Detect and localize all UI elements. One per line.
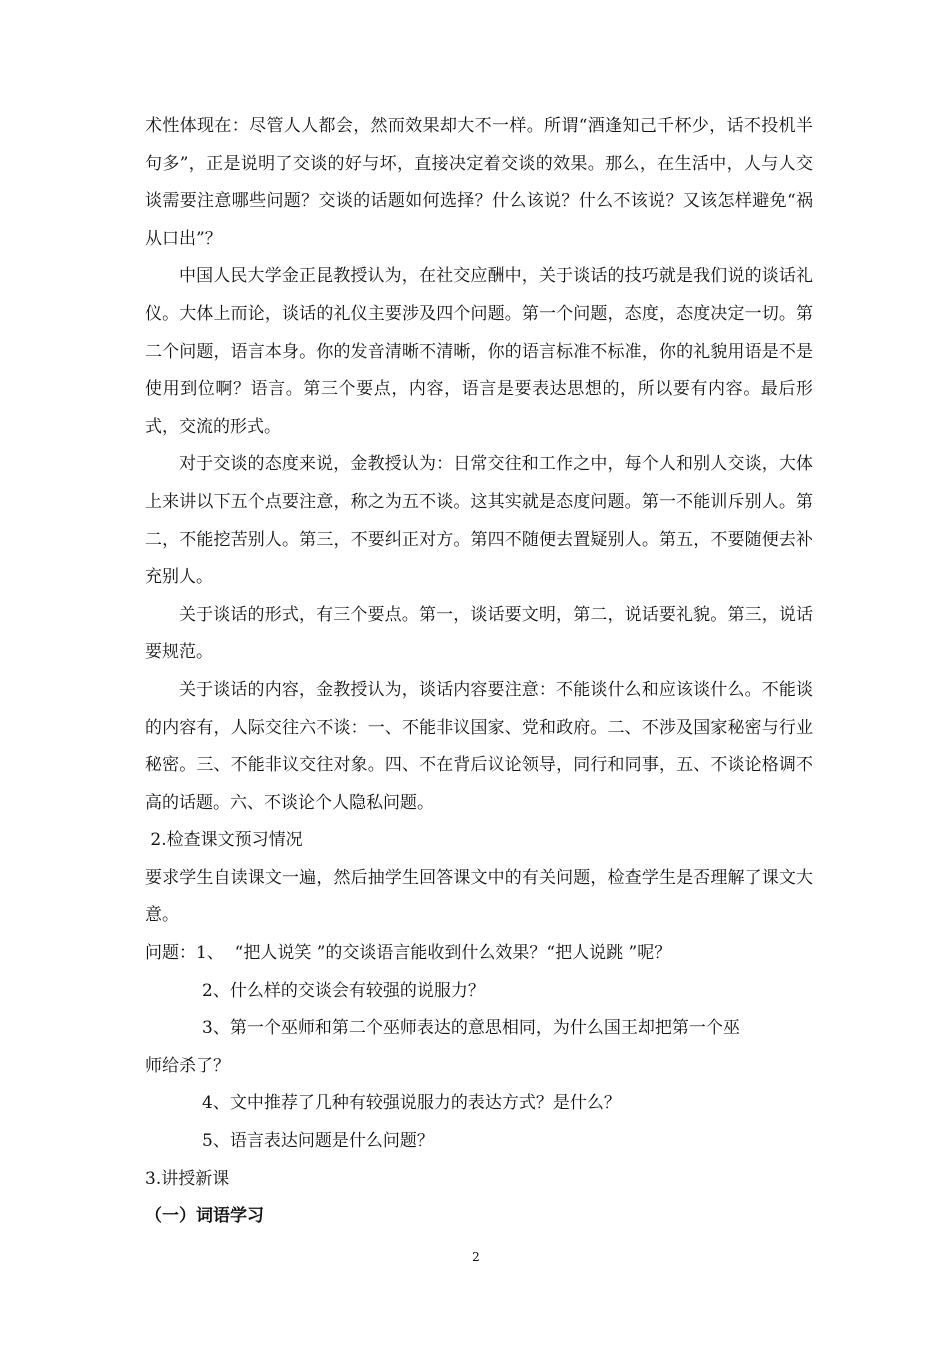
question-4: 4、文中推荐了几种有较强说服力的表达方式？是什么？ — [202, 1093, 621, 1114]
question-3-line-1: 3、第一个巫师和第二个巫师表达的意思相同，为什么国王却把第一个巫 — [202, 1018, 740, 1039]
page-number: 2 — [472, 1250, 480, 1264]
paragraph-intro-continuation: 术性体现在：尽管人人都会，然而效果却大不一样。所谓“酒逢知己千杯少，话不投机半句多”，正是说明了交谈的好与坏，直接决定着交谈的效果。那么，在生活中，人与人交谈需要注意哪些问题？交谈的话题如何选择？什么该说？什么不该说？又该怎样避免“祸从口出”？ — [145, 116, 813, 249]
question-2: 2、什么样的交谈会有较强的说服力？ — [202, 980, 485, 1001]
paragraph-preview-check: 要求学生自读课文一遍，然后抽学生回答课文中的有关问题，检查学生是否理解了课文大意。 — [145, 867, 813, 926]
subsection-heading-vocabulary: （一）词语学习 — [145, 1206, 264, 1227]
section-heading-new-lesson: 3.讲授新课 — [145, 1168, 230, 1189]
paragraph-content: 关于谈话的内容，金教授认为，谈话内容要注意：不能谈什么和应该谈什么。不能谈的内容有，人际交往六不谈：一、不能非议国家、党和政府。二、不涉及国家秘密与行业秘密。三、不能非议交往对象。四、不在背后议论领导，同行和同事，五、不谈论格调不高的话题。六、不谈论个人隐私问题。 — [145, 679, 813, 813]
paragraph-etiquette-overview: 中国人民大学金正昆教授认为，在社交应酬中，关于谈话的技巧就是我们说的谈话礼仪。大体上而论，谈话的礼仪主要涉及四个问题。第一个问题，态度，态度决定一切。第二个问题，语言本身。你的发音清晰不清晰，你的语言标准不标准，你的礼貌用语是不是使用到位啊？语言。第三个要点，内容，语言是要表达思想的，所以要有内容。最后形式，交流的形式。 — [145, 266, 813, 437]
question-3-line-2: 师给杀了？ — [145, 1055, 230, 1076]
question-1: 问题：1、 “把人说笑 ”的交谈语言能收到什么效果？“把人说跳 ”呢？ — [145, 943, 672, 964]
section-heading-preview-check: 2.检查课文预习情况 — [145, 830, 303, 851]
paragraph-attitude: 对于交谈的态度来说，金教授认为：日常交往和工作之中，每个人和别人交谈，大体上来讲以下五个点要注意，称之为五不谈。这其实就是态度问题。第一不能训斥别人。第二，不能挖苦别人。第三，不要纠正对方。第四不随便去置疑别人。第五，不要随便去补充别人。 — [145, 454, 813, 588]
paragraph-form: 关于谈话的形式，有三个要点。第一，谈话要文明，第二，说话要礼貌。第三，说话要规范。 — [145, 604, 813, 663]
document-body — [145, 108, 813, 1236]
question-5: 5、语言表达问题是什么问题？ — [202, 1131, 434, 1152]
